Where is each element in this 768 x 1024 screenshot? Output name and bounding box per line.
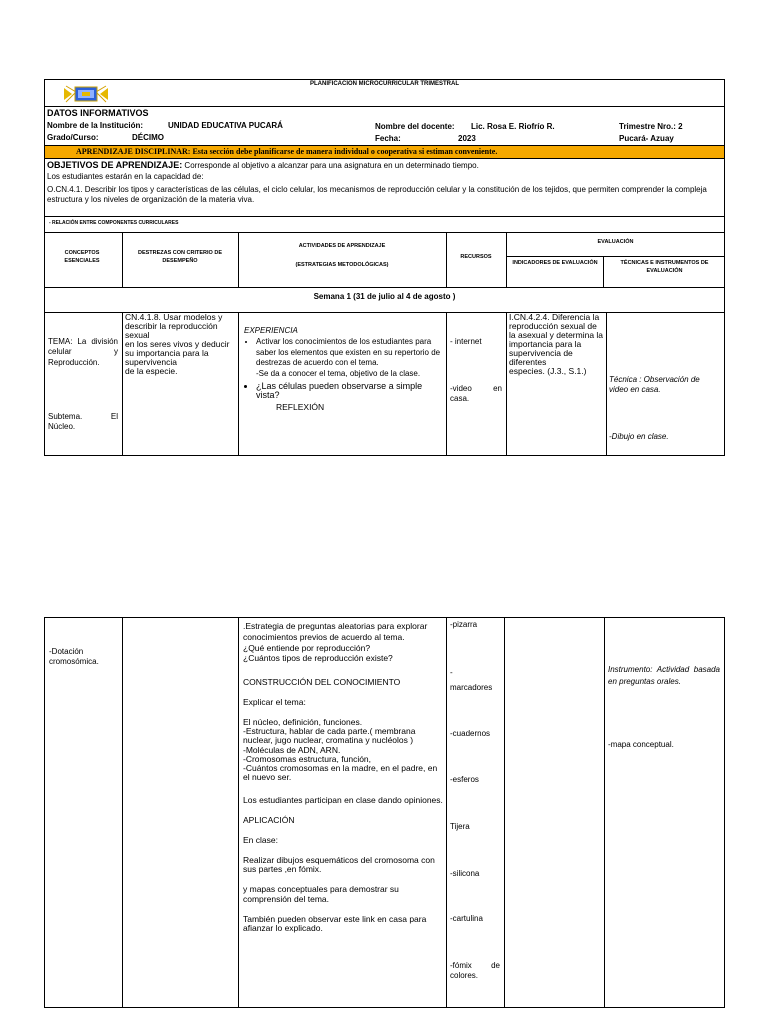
rec-tijera: Tijera — [450, 822, 470, 831]
nucleo-text: El núcleo, definición, funciones. -Estructura, hablar de cada parte.( membrana nuclear, jugo nuclear, cromatina y nucléolos ) -Moléculas de ADN, ARN. -Cromosomas estructura, función, -Cuántos cromosomas en la madre, en el padre, en el nuevo ser. — [243, 717, 438, 783]
col-actividades-line1: ACTIVIDADES DE APRENDIZAJE — [298, 243, 386, 249]
col-recursos: RECURSOS — [460, 254, 492, 260]
destreza-text: CN.4.1.8. Usar modelos y describir la reproducción sexual en los seres vivos y deducir su importancia para la supervivencia de la especie. — [125, 312, 230, 376]
rec-marcadores: marcadores — [450, 683, 493, 692]
rec-fomix: -fómix de colores. — [450, 961, 500, 981]
construccion-label: CONSTRUCCIÓN DEL CONOCIMIENTO — [243, 677, 401, 688]
bullet-activar-text: Activar los conocimientos de los estudiantes para saber los elementos que existen en su repertorio de destrezas de acuerdo con el tema. — [256, 337, 441, 368]
week-label: Semana 1 (31 de julio al 4 de agosto ) — [313, 292, 456, 301]
institution-name: UNIDAD EDUCATIVA PUCARÁ — [168, 121, 283, 130]
tema-text: TEMA: La división celular y Reproducción. — [48, 337, 118, 367]
actividades-row2 — [243, 621, 443, 934]
grade-label: Grado/Curso: — [47, 133, 99, 142]
aplicacion-label: APLICACIÓN — [243, 814, 295, 825]
mapa-conceptual-text: -mapa conceptual. — [608, 740, 674, 749]
en-clase-label: En clase: — [243, 834, 278, 845]
indicador-text: I.CN.4.2.4. Diferencia la reproducción sexual de la asexual y determina la importancia para la supervivencia de diferentes especies. (J.3., S.1.) — [509, 312, 604, 376]
dotacion-text: -Dotación cromosómica. — [49, 647, 99, 667]
estrategia-text: .Estrategia de preguntas aleatorias para explorar conocimientos previos de acuerdo al tema. — [243, 621, 428, 643]
recurso-internet: - internet — [450, 337, 482, 346]
rec-dash: - — [450, 668, 453, 677]
instrumento-text: Instrumento: Actividad basada en preguntas orales. — [608, 665, 720, 687]
teacher-name: Lic. Rosa E. Riofrío R. — [471, 122, 555, 131]
participan-text: Los estudiantes participan en clase dando opiniones. — [243, 795, 443, 806]
col-indicadores: INDICADORES DE EVALUACIÓN — [512, 260, 598, 266]
experiencia-label: EXPERIENCIA — [244, 326, 298, 335]
institution-label: Nombre de la Institución: — [47, 121, 144, 130]
bullet-activar — [256, 337, 442, 379]
col-evaluacion: EVALUACIÓN — [597, 239, 634, 245]
subtema-text: Subtema. El Núcleo. — [48, 412, 118, 432]
objetivos-block — [47, 159, 719, 206]
objetivos-label: OBJETIVOS DE APRENDIZAJE: — [47, 160, 183, 170]
dibujo-text: -Dibujo en clase. — [609, 432, 669, 441]
col-actividades-line2: (ESTRATEGIAS METODOLÓGICAS) — [295, 262, 389, 268]
rec-cartulina: -cartulina — [450, 914, 483, 923]
col-conceptos: CONCEPTOS ESENCIALES — [64, 250, 100, 265]
info-section-title: DATOS INFORMATIVOS — [47, 108, 149, 118]
rec-esferos: -esferos — [450, 775, 479, 784]
document-title: PLANIFICACIÓN MICROCURRICULAR TRIMESTRAL — [310, 81, 459, 87]
aprendizaje-text: APRENDIZAJE DISCIPLINAR: Esta sección debe planificarse de manera individual o cooperativa si estiman conveniente. — [76, 147, 498, 156]
relacion-label: - RELACIÓN ENTRE COMPONENTES CURRICULARES — [49, 220, 179, 226]
bullet-celulas-text: ¿Las células pueden observarse a simple vista? — [256, 380, 423, 401]
link-text: También pueden observar este link en casa para afianzar lo explicado. — [243, 913, 427, 934]
location-value: Pucará- Azuay — [619, 134, 674, 143]
col-tecnicas: TÉCNICAS E INSTRUMENTOS DE EVALUACIÓN — [620, 260, 709, 275]
grade-value: DÉCIMO — [132, 133, 164, 142]
bullet-celulas — [256, 382, 442, 401]
actividades-row1 — [244, 326, 442, 413]
school-logo — [62, 84, 110, 104]
bullet-tema-text: -Se da a conocer el tema, objetivo de la clase. — [256, 368, 421, 378]
rec-pizarra: -pizarra — [450, 620, 478, 629]
date-label: Fecha: — [375, 134, 401, 143]
reflexion-label: REFLEXIÓN — [276, 401, 325, 412]
tecnica-text: Técnica : Observación de video en casa. — [609, 375, 700, 395]
recurso-video: -video en casa. — [450, 384, 502, 404]
trimester-label: Trimestre Nro.: 2 — [619, 122, 683, 131]
dibujos-text: Realizar dibujos esquemáticos del cromosoma con sus partes ,en fómix. — [243, 854, 435, 875]
rec-cuadernos: -cuadernos — [450, 729, 491, 738]
mapas-text: y mapas conceptuales para demostrar su comprensión del tema. — [243, 884, 399, 904]
date-value: 2023 — [458, 134, 476, 143]
teacher-label: Nombre del docente: — [375, 122, 455, 131]
objetivos-line2: Los estudiantes estarán en la capacidad de: — [47, 171, 204, 181]
col-destrezas: DESTREZAS CON CRITERIO DE DESEMPEÑO — [137, 250, 223, 265]
objetivos-line3: O.CN.4.1. Describir los tipos y características de las células, el ciclo celular, los mecanismos de reproducción celular y la constitución de los tejidos, que permiten comprender la compleja estructura y los niveles de organización de la materia viva. — [47, 184, 707, 205]
explicar-label: Explicar el tema: — [243, 697, 306, 708]
preguntas-text: ¿Qué entiende por reproducción? ¿Cuántos tipos de reproducción existe? — [243, 642, 393, 663]
col-actividades — [240, 243, 444, 268]
objetivos-text: Corresponde al objetivo a alcanzar para una asignatura en un determinado tiempo. — [182, 161, 479, 170]
rec-silicona: -silicona — [450, 869, 480, 878]
